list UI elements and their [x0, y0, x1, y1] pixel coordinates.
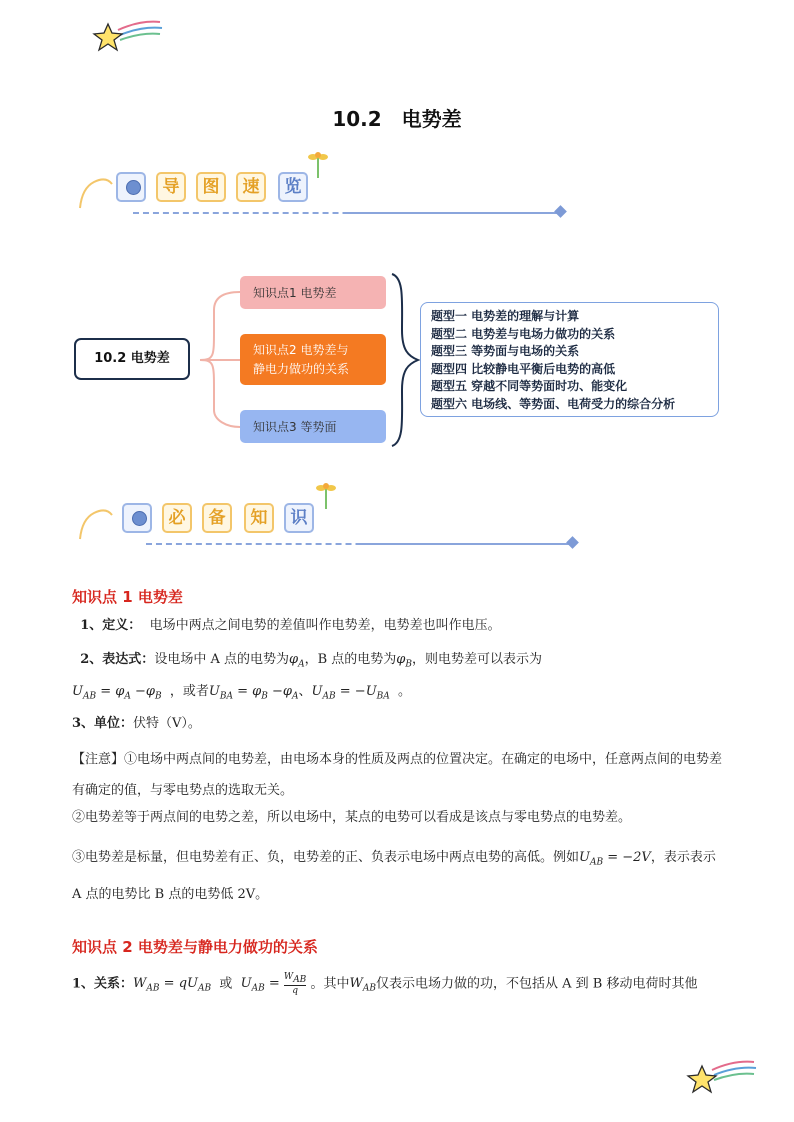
- def-text: 电场中两点之间电势的差值叫作电势差，电势差也叫作电压。: [149, 618, 501, 633]
- star-decoration-icon: [686, 1058, 758, 1098]
- section-banner-overview: [78, 150, 598, 240]
- mindmap-node-kp3: [240, 410, 386, 443]
- banner-tile: 知: [244, 503, 274, 533]
- node-label: 知识点1 电势差: [253, 286, 337, 300]
- note-text: ③电势差是标量，但电势差有正、负，电势差的正、负表示电场中两点电势的高低。例如: [72, 850, 580, 865]
- formula: $U_{AB}$ = $W_{AB}$ q: [240, 972, 307, 996]
- rel-or: 或: [219, 976, 233, 992]
- mindmap-node-kp2: [240, 334, 386, 385]
- node-label: 静电力做功的关系: [253, 361, 350, 376]
- diamond-icon: [554, 205, 567, 218]
- kp1-note-2: ②电势差等于两点间的电势之差，所以电场中，某点的电势可以看成是该点与零电势点的电势差。: [72, 810, 632, 825]
- kp1-expression-formula: [72, 682, 724, 707]
- expr-text: ，或者: [169, 684, 209, 699]
- rel-text: 仅表示电场力做的功，不包括从 A 到 B 移动电荷时其他: [375, 976, 698, 992]
- node-label: 知识点2 电势差与: [253, 342, 349, 357]
- expr-text: 、: [298, 684, 312, 699]
- banner-tile: 览: [278, 172, 308, 202]
- banner-tile-icon: [116, 172, 146, 202]
- banner-tile: 速: [236, 172, 266, 202]
- formula: $\varphi_B$: [396, 652, 412, 670]
- expr-text: 。: [398, 684, 412, 699]
- dot-icon: [126, 180, 141, 195]
- divider-line: [348, 212, 558, 214]
- swirl-decoration-icon: [78, 501, 118, 541]
- divider-line: [360, 543, 570, 545]
- type-item: 题型三 等势面与电场的关系: [431, 344, 580, 358]
- unit-text: 伏特（V）。: [133, 716, 201, 731]
- kp1-definition: [72, 616, 724, 636]
- def-label: 1、定义：: [80, 618, 142, 633]
- kp1-heading: 知识点 1 电势差: [72, 588, 183, 606]
- kp2-heading: 知识点 2 电势差与静电力做功的关系: [72, 938, 318, 956]
- banner-tile: 备: [202, 503, 232, 533]
- section-banner-knowledge: [78, 481, 598, 571]
- kp1-unit: [72, 714, 724, 734]
- mindmap-root: 10.2 电势差: [74, 338, 190, 380]
- star-decoration-icon: [92, 18, 164, 58]
- banner-tile: 导: [156, 172, 186, 202]
- expr-text: ，B 点的电势为: [304, 652, 397, 667]
- formula: $U_{BA} = \varphi_B -\varphi_A$: [208, 684, 299, 702]
- rel-text: 。其中: [310, 976, 350, 992]
- kp2-relation: [72, 972, 724, 999]
- expr-label: 2、表达式：: [80, 652, 155, 667]
- banner-tile: 图: [196, 172, 226, 202]
- formula: $W_{AB}$: [349, 976, 376, 994]
- note-text: ，表示表示 A 点的电势比 B 点的电势低 2V。: [72, 850, 716, 902]
- banner-tile-icon: [122, 503, 152, 533]
- node-label: 知识点3 等势面: [253, 420, 337, 434]
- kp1-note-3: [72, 842, 724, 910]
- dot-icon: [132, 511, 147, 526]
- mindmap-node-kp1: [240, 276, 386, 309]
- sprout-icon: [314, 481, 340, 511]
- formula: $W_{AB} = qU_{AB}$: [133, 976, 212, 994]
- banner-tile: 必: [162, 503, 192, 533]
- expr-text: ，则电势差可以表示为: [412, 652, 543, 667]
- formula: $U_{AB} = -2V$: [579, 850, 651, 868]
- type-item: 题型六 电场线、等势面、电荷受力的综合分析: [431, 396, 676, 411]
- formula: $U_{AB} = \varphi_A -\varphi_B$: [72, 684, 162, 702]
- rel-label: 1、关系：: [72, 976, 134, 992]
- type-item: 题型五 穿越不同等势面时功、能变化: [431, 379, 628, 393]
- formula: $U_{AB} = -U_{BA}$: [311, 684, 390, 702]
- kp1-note-1: 【注意】①电场中两点间的电势差，由电场本身的性质及两点的位置决定。在确定的电场中，任意两点间的电势差有确定的值，与零电势点的选取无关。: [72, 752, 723, 798]
- expr-text: 设电场中 A 点的电势为: [154, 652, 289, 667]
- type-item: 题型二 电势差与电场力做功的关系: [431, 326, 616, 341]
- kp1-expression: [72, 650, 724, 675]
- page-title: 10.2 电势差: [332, 107, 462, 131]
- mindmap-types-box: [420, 302, 719, 417]
- banner-tile: 识: [284, 503, 314, 533]
- type-item: 题型一 电势差的理解与计算: [431, 309, 580, 323]
- diamond-icon: [566, 536, 579, 549]
- swirl-decoration-icon: [78, 170, 118, 210]
- formula: $\varphi_A$: [288, 652, 305, 670]
- unit-label: 3、单位：: [72, 716, 134, 731]
- sprout-icon: [306, 150, 332, 180]
- type-item: 题型四 比较静电平衡后电势的高低: [431, 361, 616, 376]
